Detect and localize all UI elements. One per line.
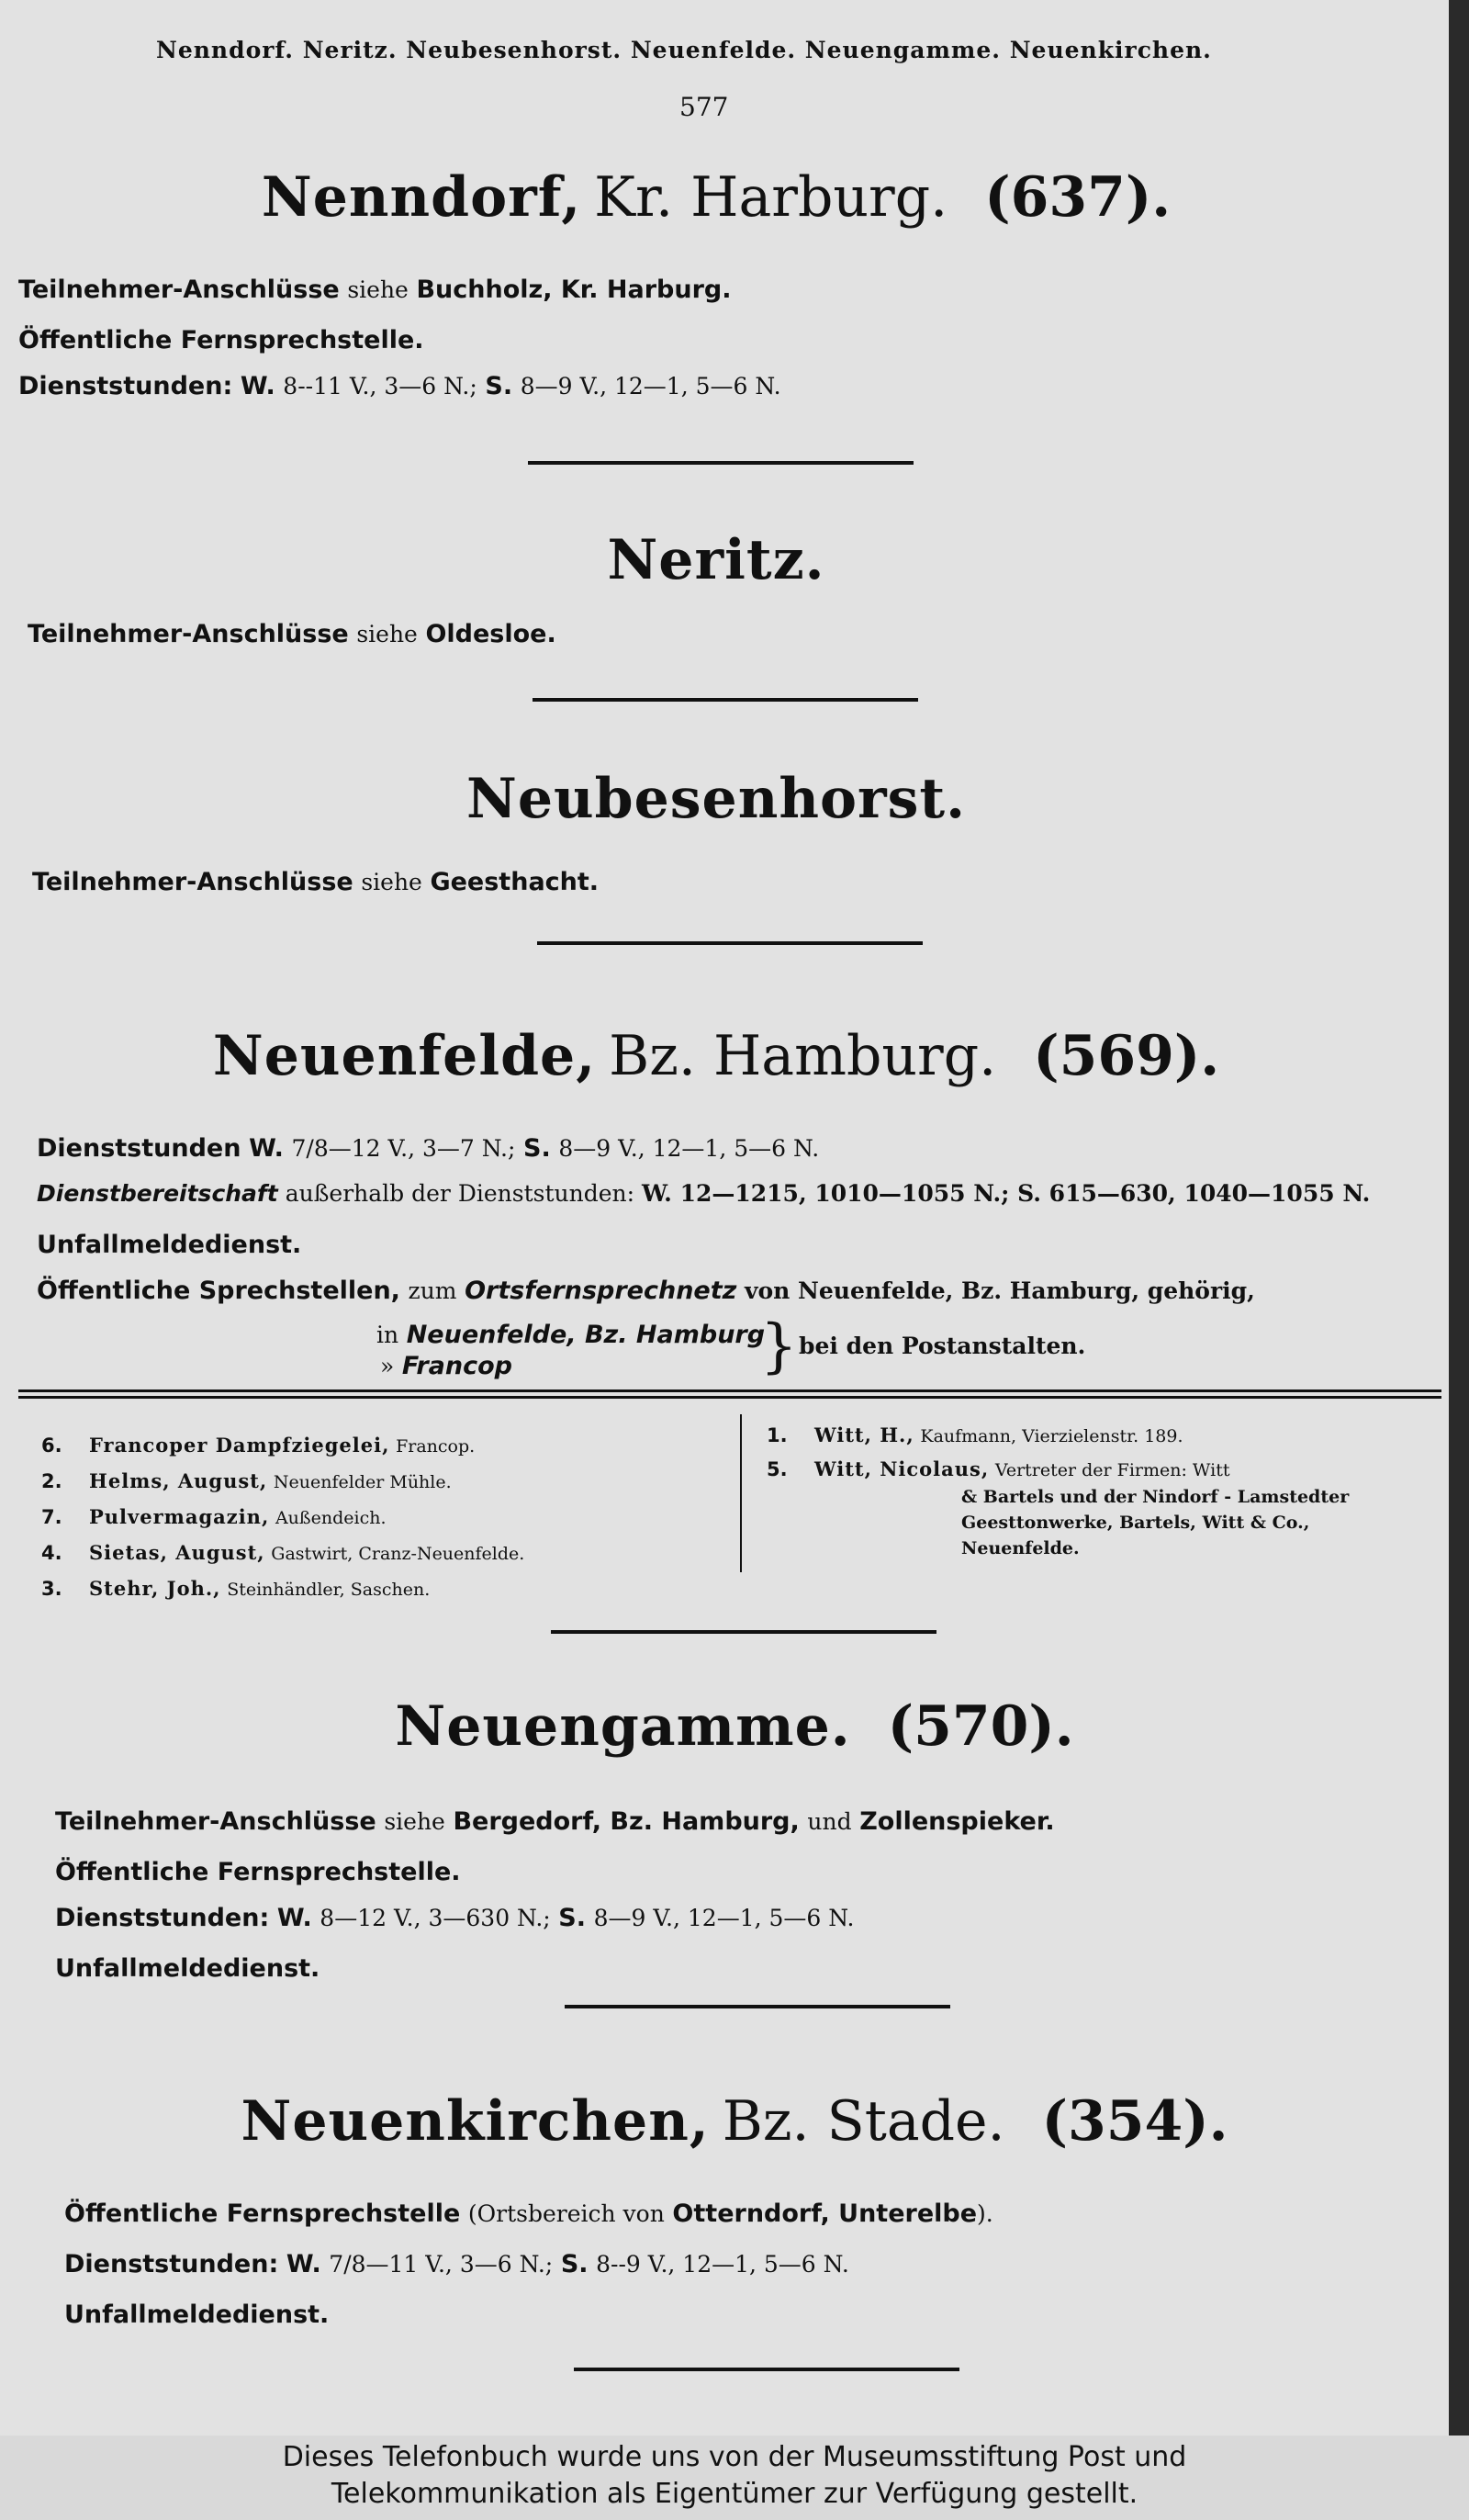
list-item: 7. Pulvermagazin, Außendeich. (41, 1505, 387, 1528)
office-hours-line: Dienststunden: W. 8--11 V., 3—6 N.; S. 8—9 V., 12—1, 5—6 N. (18, 372, 781, 400)
list-item: 3. Stehr, Joh., Steinhändler, Saschen. (41, 1577, 431, 1600)
office-hours-line: Dienststunden: W. 7/8—11 V., 3—6 N.; S. 8--9 V., 12—1, 5—6 N. (64, 2250, 849, 2278)
office-hours-line: Dienststunden: W. 8—12 V., 3—630 N.; S. 8—9 V., 12—1, 5—6 N. (55, 1904, 855, 1932)
public-station-line: Öffentliche Fernsprechstelle (Ortsbereich von Otterndorf, Unterelbe). (64, 2199, 993, 2228)
office-hours-line: Dienststunden W. 7/8—12 V., 3—7 N.; S. 8—9 V., 12—1, 5—6 N. (37, 1134, 820, 1163)
entry-heading-neritz (0, 528, 1432, 592)
subscriber-list-left (41, 1428, 524, 1607)
place-name: Neritz. (607, 528, 825, 592)
list-item-continuation: & Bartels und der Nindorf - Lamstedter Geesttonwerke, Bartels, Witt & Co., Neuenfelde. (961, 1487, 1350, 1558)
page-edge-shadow (1449, 0, 1469, 2436)
section-divider (551, 1630, 936, 1634)
page-number: 577 (679, 92, 729, 122)
place-name: Nenndorf, (261, 165, 582, 230)
place-name: Neuengamme. (395, 1694, 851, 1759)
column-divider (740, 1414, 742, 1572)
place-name: Neuenkirchen, (241, 2089, 710, 2154)
subscriber-line: Teilnehmer-Anschlüsse siehe Bergedorf, Bz. Hamburg, und Zollenspieker. (55, 1807, 1055, 1836)
public-stations-line: Öffentliche Sprechstellen, zum Ortsfernsprechnetz von Neuenfelde, Bz. Hamburg, gehörig, (37, 1277, 1255, 1305)
table-top-rule-inner (18, 1396, 1441, 1399)
area-code: (637). (984, 165, 1172, 230)
subscriber-line: Teilnehmer-Anschlüsse siehe Buchholz, Kr. Harburg. (18, 276, 732, 304)
place-name: Neubesenhorst. (466, 767, 966, 831)
stations-list: in Neuenfelde, Bz. Hamburg » Francop (376, 1321, 766, 1380)
brace: } (760, 1312, 798, 1380)
area-code: (569). (1033, 1024, 1220, 1088)
list-item: 4. Sietas, August, Gastwirt, Cranz-Neuenfelde. (41, 1541, 525, 1564)
region-name: Bz. Hamburg. (609, 1024, 997, 1088)
entry-heading-neuenkirchen (0, 2089, 1451, 2154)
running-head: Nenndorf. Neritz. Neubesenhorst. Neuenfelde. Neuengamme. Neuenkirchen. (156, 37, 1212, 63)
section-divider (565, 2005, 950, 2008)
subscriber-list-right (767, 1419, 1229, 1487)
area-code: (570). (887, 1694, 1074, 1759)
entry-heading-nenndorf (0, 165, 1432, 230)
place-name: Neuenfelde, (212, 1024, 597, 1088)
standby-line: Dienstbereitschaft außerhalb der Dienststunden: W. 12—1215, 1010—1055 N.; S. 615—630, 1040—1055 N. (37, 1180, 1371, 1207)
entry-heading-neubesenhorst (0, 767, 1432, 831)
list-item: 1. Witt, H., Kaufmann, Vierzielenstr. 189. (767, 1423, 1183, 1446)
accident-reporting-line: Unfallmeldedienst. (55, 1954, 320, 1983)
subscriber-line: Teilnehmer-Anschlüsse siehe Oldesloe. (28, 620, 556, 648)
region-name: Bz. Stade. (722, 2089, 1005, 2154)
section-divider (533, 698, 918, 702)
section-divider (537, 941, 923, 945)
region-name: Kr. Harburg. (594, 165, 948, 230)
area-code: (354). (1041, 2089, 1228, 2154)
section-divider (574, 2368, 959, 2371)
footer-line-1: Dieses Telefonbuch wurde uns von der Museumsstiftung Post und (282, 2441, 1187, 2473)
list-item: 5. Witt, Nicolaus, Vertreter der Firmen: Witt (767, 1457, 1230, 1480)
subscriber-line: Teilnehmer-Anschlüsse siehe Geesthacht. (32, 868, 600, 896)
post-office-note: bei den Postanstalten. (799, 1333, 1086, 1359)
table-top-rule (18, 1389, 1441, 1392)
public-station-line: Öffentliche Fernsprechstelle. (18, 326, 424, 354)
entry-heading-neuenfelde (0, 1024, 1432, 1088)
public-station-line: Öffentliche Fernsprechstelle. (55, 1858, 461, 1886)
accident-reporting-line: Unfallmeldedienst. (64, 2301, 330, 2329)
archive-footer (0, 2436, 1469, 2520)
list-item: 6. Francoper Dampfziegelei, Francop. (41, 1434, 476, 1457)
section-divider (528, 461, 914, 465)
list-item: 2. Helms, August, Neuenfelder Mühle. (41, 1469, 452, 1492)
footer-line-2: Telekommunikation als Eigentümer zur Verfügung gestellt. (331, 2478, 1138, 2510)
accident-reporting-line: Unfallmeldedienst. (37, 1231, 302, 1259)
entry-heading-neuengamme (0, 1694, 1451, 1759)
